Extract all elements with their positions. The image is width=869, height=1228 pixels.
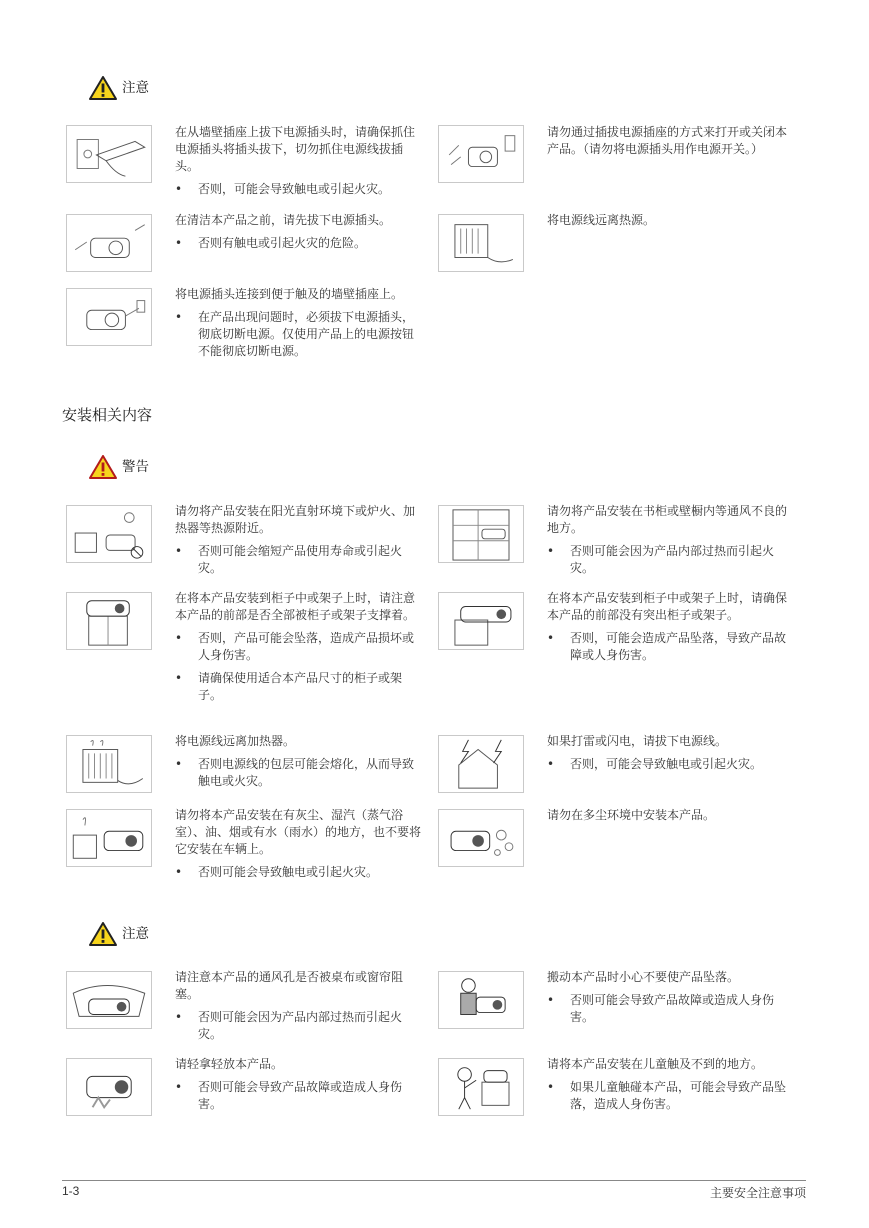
warning-label: 警告: [122, 458, 149, 475]
illustration-unplug: [66, 125, 152, 183]
section-title: 安装相关内容: [62, 406, 153, 424]
item-7: [175, 590, 425, 710]
item-text: 请注意本产品的通风孔是否被桌布或窗帘阻塞。: [175, 970, 404, 1001]
item-16: [547, 1056, 797, 1119]
item-3: [547, 212, 797, 235]
illustration-cabinet-support: [66, 592, 152, 650]
item-10: [547, 733, 797, 779]
item-text: 在从墙壁插座上拔下电源插头时，请确保抓住电源插头将插头拔下，切勿抓住电源线拔插头。: [175, 125, 416, 173]
illustration-heater-cable: [66, 735, 152, 793]
item-bullet: • 请确保使用适合本产品尺寸的柜子或架子。: [175, 670, 425, 704]
item-text: 如果打雷或闪电，请拔下电源线。: [547, 734, 728, 748]
item-15: [175, 1056, 425, 1119]
illustration-humidity: [66, 809, 152, 867]
illustration-bookcase: [438, 505, 524, 563]
item-text: 将电源线远离加热器。: [175, 734, 296, 748]
illustration-vent-cover: [66, 971, 152, 1029]
illustration-set-down: [66, 1058, 152, 1116]
item-bullet: • 在产品出现问题时，必须拔下电源插头，彻底切断电源。仅使用产品上的电源按钮不能彻底切断电源。: [175, 309, 425, 360]
item-text: 在清洁本产品之前，请先拔下电源插头。: [175, 213, 392, 227]
item-text: 请勿将产品安装在书柜或壁橱内等通风不良的地方。: [547, 504, 788, 535]
caution-label: 注意: [122, 925, 149, 942]
item-text: 请轻拿轻放本产品。: [175, 1057, 284, 1071]
page-number: 1-3: [62, 1184, 80, 1198]
warning-triangle-icon: [88, 921, 118, 947]
illustration-child: [438, 1058, 524, 1116]
item-5: [175, 503, 425, 583]
illustration-wall-socket: [66, 288, 152, 346]
illustration-sunlight-heat: [66, 505, 152, 563]
item-text: 将电源线远离热源。: [547, 213, 656, 227]
item-bullet: • 否则，可能会导致触电或引起火灾。: [547, 756, 797, 773]
item-bullet: • 否则电源线的包层可能会熔化，从而导致触电或火灾。: [175, 756, 425, 790]
illustration-cleaning: [66, 214, 152, 272]
item-1: [547, 124, 797, 164]
item-14: [547, 969, 797, 1032]
item-bullet: • 否则可能会因为产品内部过热而引起火灾。: [547, 543, 797, 577]
item-0: [175, 124, 425, 204]
item-12: [547, 807, 797, 830]
item-text: 在将本产品安装到柜子中或架子上时，请确保本产品的前部没有突出柜子或架子。: [547, 591, 788, 622]
item-bullet: • 否则，产品可能会坠落，造成产品损坏或人身伤害。: [175, 630, 425, 664]
item-bullet: • 否则可能会导致产品故障或造成人身伤害。: [175, 1079, 425, 1113]
item-bullet: • 否则可能会因为产品内部过热而引起火灾。: [175, 1009, 425, 1043]
item-2: [175, 212, 425, 258]
illustration-lightning: [438, 735, 524, 793]
footer-section-name: 主要安全注意事项: [709, 1186, 806, 1200]
illustration-heater-cord: [438, 214, 524, 272]
caution-header: [88, 74, 149, 102]
item-bullet: • 否则，可能会造成产品坠落，导致产品故障或人身伤害。: [547, 630, 797, 664]
item-bullet: • 否则可能会导致触电或引起火灾。: [175, 864, 425, 881]
footer-rule: [62, 1180, 806, 1181]
caution-label: 注意: [122, 79, 149, 96]
item-bullet: • 否则可能会导致产品故障或造成人身伤害。: [547, 992, 797, 1026]
item-4: [175, 286, 425, 366]
item-13: [175, 969, 425, 1049]
item-11: [175, 807, 425, 887]
item-text: 请勿将产品安装在阳光直射环境下或炉火、加热器等热源附近。: [175, 504, 416, 535]
item-text: 请勿通过插拔电源插座的方式来打开或关闭本产品。（请勿将电源插头用作电源开关。）: [547, 125, 788, 156]
warning-header: [88, 453, 149, 481]
illustration-cabinet-overhang: [438, 592, 524, 650]
item-9: [175, 733, 425, 796]
item-bullet: • 否则，可能会导致触电或引起火灾。: [175, 181, 425, 198]
item-text: 请勿在多尘环境中安装本产品。: [547, 808, 716, 822]
item-text: 搬动本产品时小心不要使产品坠落。: [547, 970, 740, 984]
item-8: [547, 590, 797, 670]
item-text: 在将本产品安装到柜子中或架子上时，请注意本产品的前部是否全部被柜子或架子支撑着。: [175, 591, 416, 622]
item-text: 请勿将本产品安装在有灰尘、湿汽（蒸气浴室）、油、烟或有水（雨水）的地方，也不要将它安装在车辆上。: [175, 808, 422, 856]
illustration-carry: [438, 971, 524, 1029]
item-text: 请将本产品安装在儿童触及不到的地方。: [547, 1057, 764, 1071]
item-6: [547, 503, 797, 583]
illustration-dust: [438, 809, 524, 867]
warning-triangle-icon: [88, 454, 118, 480]
item-bullet: • 如果儿童触碰本产品，可能会导致产品坠落，造成人身伤害。: [547, 1079, 797, 1113]
illustration-power-switch: [438, 125, 524, 183]
item-text: 将电源插头连接到便于触及的墙壁插座上。: [175, 287, 404, 301]
item-bullet: • 否则可能会缩短产品使用寿命或引起火灾。: [175, 543, 425, 577]
warning-triangle-icon: [88, 75, 118, 101]
caution-header: [88, 920, 149, 948]
item-bullet: • 否则有触电或引起火灾的危险。: [175, 235, 425, 252]
